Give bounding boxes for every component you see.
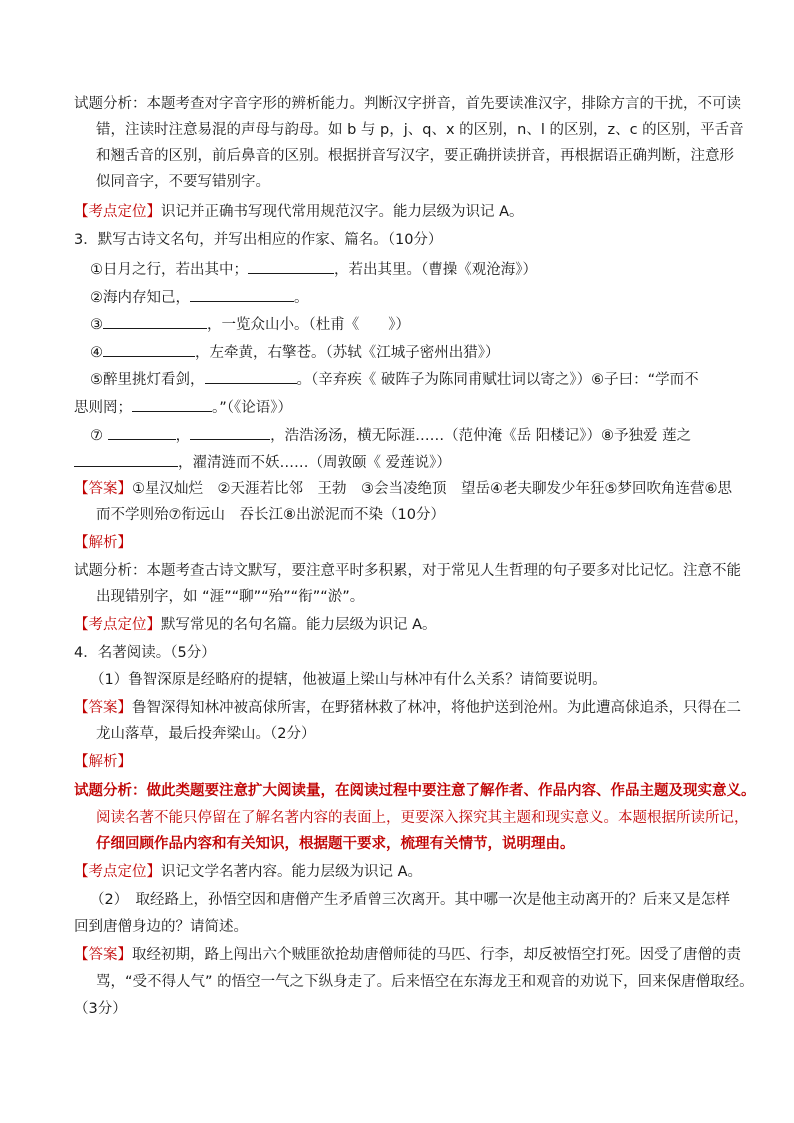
analysis-line: 仔细回顾作品内容和有关知识，根据题干要求，梳理有关情节，说明理由。: [96, 836, 575, 852]
answer-blank: [205, 368, 297, 384]
analysis-line: 阅读名著不能只停留在了解名著内容的表面上，更要深入探究其主题和现实意义。本题根据所读所记，: [96, 810, 749, 826]
answer-blank: [190, 286, 294, 302]
answer-text: 鲁智深得知林冲被高俅所害，在野猪林救了林冲，将他护送到沧州。为此遭高俅追杀，只得在二: [132, 700, 741, 716]
poem-text: ，一览众山小。（杜甫《 》）: [207, 317, 410, 333]
answer-tag: 【答案】: [74, 700, 132, 716]
poem-text: ②海内存知己，: [90, 290, 190, 306]
answer-line: [74, 945, 741, 965]
answer-tag: 【答案】: [74, 947, 132, 963]
answer-line: [74, 479, 732, 499]
sub-question: （1）鲁智深原是经略府的提辖，他被逼上梁山与林冲有什么关系？请简要说明。: [90, 672, 607, 688]
poem-text: ，左牵黄，右擎苍。（苏轼《江城子密州出猎》）: [195, 345, 500, 361]
poem-line: [90, 286, 309, 308]
poem-text: ，濯清涟而不妖……（周敦颐《 爱莲说》）: [178, 455, 451, 471]
explanation-tag: 【解析】: [74, 754, 132, 770]
answer-text: 取经初期，路上闯出六个贼匪欲抢劫唐僧师徒的马匹、行李，却反被悟空打死。因受了唐僧的责: [132, 947, 741, 963]
key-point-tag: 【考点定位】: [74, 204, 161, 220]
poem-line: [90, 258, 537, 280]
answer-blank: [248, 258, 334, 274]
question-title: 3．默写古诗文名句，并写出相应的作家、篇名。（10分）: [74, 232, 443, 248]
poem-line: [90, 368, 699, 390]
answer-blank: [190, 424, 270, 440]
key-point-text: 识记文学名著内容。能力层级为识记 A。: [161, 864, 423, 880]
poem-text: ③: [90, 317, 103, 333]
poem-text: ，浩浩汤汤，横无际涯……（范仲淹《岳 阳楼记》）⑧予独爱 莲之: [270, 428, 692, 444]
answer-line: 龙山落草，最后投奔梁山。（2分）: [96, 726, 316, 742]
poem-text: 。”（《论语》）: [212, 400, 293, 416]
poem-line: [74, 451, 451, 473]
analysis-line: 试题分析：本题考查古诗文默写，要注意平时多积累，对于常见人生哲理的句子要多对比记忆。注意不能: [74, 563, 741, 579]
answer-text: ①星汉灿烂 ②天涯若比邻 王勃 ③会当凌绝顶 望岳④老夫聊发少年狂⑤梦回吹角连营⑥思: [132, 481, 732, 497]
key-point-tag: 【考点定位】: [74, 617, 161, 633]
poem-line: [90, 313, 410, 335]
answer-blank: [108, 424, 176, 440]
poem-text: ①日月之行，若出其中；: [90, 262, 248, 278]
poem-text: 。（辛弃疾《 破阵子为陈同甫赋壮词以寄之》）⑥子曰：“学而不: [296, 372, 699, 388]
poem-line: [90, 341, 500, 363]
question-title: 4．名著阅读。（5分）: [74, 645, 216, 661]
poem-line: [90, 424, 691, 446]
analysis-line: 和翘舌音的区别，前后鼻音的区别。根据拼音写汉字，要正确拼读拼音，再根据语正确判断，注意形: [96, 148, 734, 164]
analysis-line: 错，注读时注意易混的声母与韵母。如 b 与 p，j、q、x 的区别，n、l 的区别，z、c 的区别，平舌音: [96, 122, 744, 138]
poem-text: ，若出其里。（曹操《观沧海》）: [334, 262, 537, 278]
key-point-text: 默写常见的名句名篇。能力层级为识记 A。: [161, 617, 437, 633]
key-point-text: 识记并正确书写现代常用规范汉字。能力层级为识记 A。: [161, 204, 524, 220]
key-point-tag: 【考点定位】: [74, 864, 161, 880]
poem-text: ⑦: [90, 428, 108, 444]
answer-blank: [103, 313, 207, 329]
key-point-line: [74, 202, 524, 222]
analysis-line: 试题分析：本题考查对字音字形的辨析能力。判断汉字拼音，首先要读准汉字，排除方言的干扰，不可读: [74, 96, 741, 112]
answer-tag: 【答案】: [74, 481, 132, 497]
answer-blank: [74, 451, 178, 467]
answer-line: 而不学则殆⑦衔远山 吞长江⑧出淤泥而不染（10分）: [96, 507, 445, 523]
poem-text: 。: [294, 290, 309, 306]
explanation-tag: 【解析】: [74, 535, 132, 551]
poem-line: [74, 396, 292, 418]
key-point-line: [74, 862, 422, 882]
analysis-line: 似同音字，不要写错别字。: [96, 174, 270, 190]
poem-text: ④: [90, 345, 103, 361]
poem-text: 思则罔；: [74, 400, 132, 416]
poem-text: ⑤醉里挑灯看剑，: [90, 372, 205, 388]
answer-line: 骂，“受不得人气” 的悟空一气之下纵身走了。后来悟空在东海龙王和观音的劝说下，回来保唐僧取经。: [96, 974, 754, 990]
answer-blank: [103, 341, 195, 357]
analysis-line: 试题分析：做此类题要注意扩大阅读量，在阅读过程中要注意了解作者、作品内容、作品主题及现实意义。: [74, 783, 756, 799]
sub-question: 回到唐僧身边的？请简述。: [74, 919, 248, 935]
sub-question: （2） 取经路上，孙悟空因和唐僧产生矛盾曾三次离开。其中哪一次是他主动离开的？后来又是怎样: [90, 892, 730, 908]
analysis-line: 出现错别字，如 “涯”“聊”“殆”“衔”“淤”。: [96, 589, 365, 605]
key-point-line: [74, 615, 437, 635]
answer-line: （3分）: [74, 1001, 127, 1017]
poem-text: ，: [175, 428, 191, 444]
answer-blank: [132, 396, 212, 412]
answer-line: [74, 698, 741, 718]
